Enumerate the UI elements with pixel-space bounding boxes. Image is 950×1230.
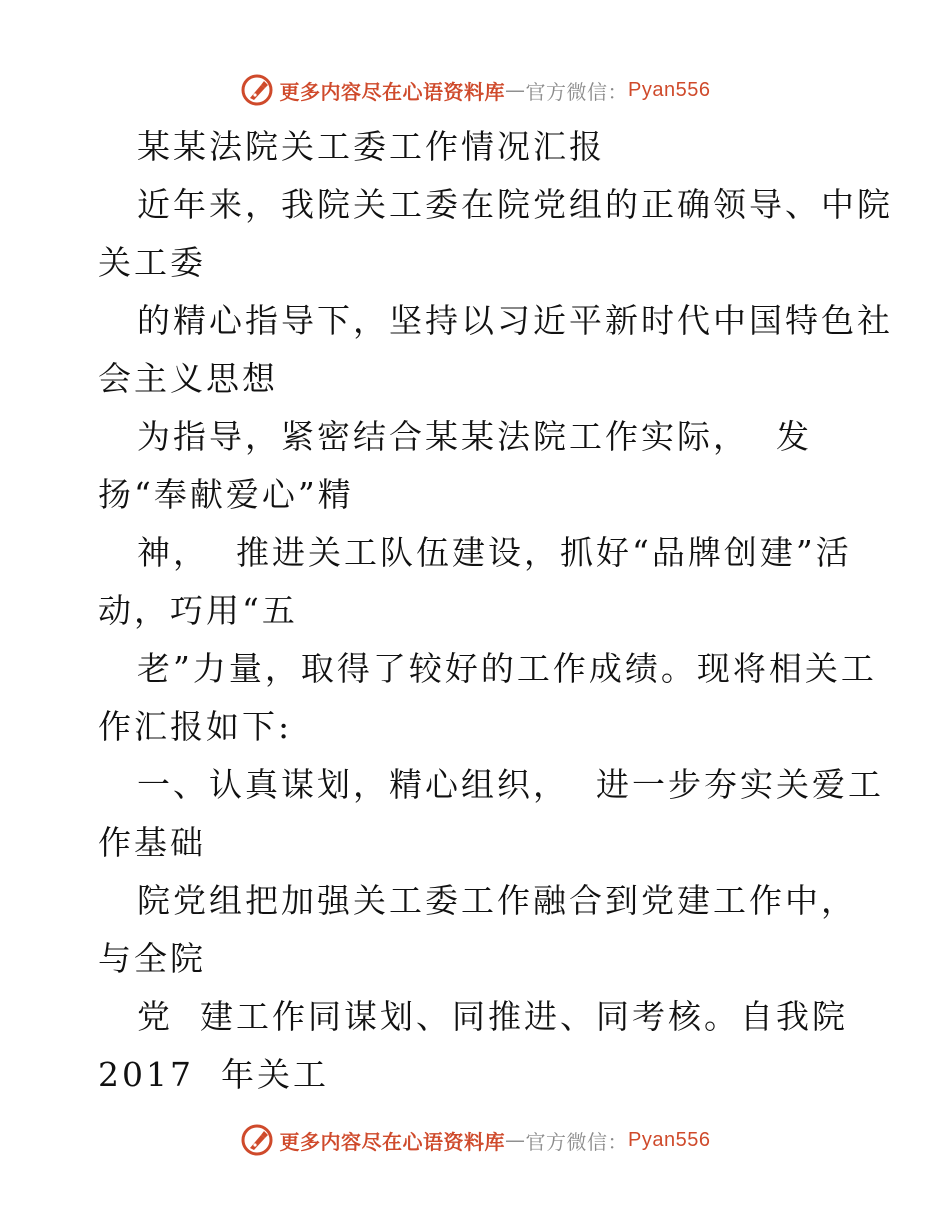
footer-watermark: [0, 1120, 950, 1160]
pen-nib-logo-icon: [240, 1123, 274, 1157]
pen-nib-logo-icon: [240, 73, 274, 107]
paragraph-line: 作汇报如下:: [98, 707, 293, 746]
header-watermark: [0, 70, 950, 110]
paragraph-line: 扬“奉献爱心”精: [98, 475, 354, 514]
watermark-id: Pyan556: [628, 78, 711, 101]
paragraph-line: 近年来，我院关工委在院党组的正确领导、中院: [137, 185, 893, 224]
watermark-label: 官方微信：: [525, 79, 629, 104]
paragraph-line: 关工委: [98, 243, 206, 282]
paragraph-line: 神， 推进关工队伍建设，抓好“品牌创建”活: [137, 533, 852, 572]
section-heading: 一、认真谋划，精心组织， 进一步夯实关爱工: [137, 765, 884, 804]
watermark-brand: 更多内容尽在心语资料库: [279, 1129, 506, 1154]
watermark-id: Pyan556: [628, 1128, 711, 1151]
document-title: 某某法院关工委工作情况汇报: [137, 127, 605, 166]
watermark-brand: 更多内容尽在心语资料库: [279, 79, 506, 104]
paragraph-line: 院党组把加强关工委工作融合到党建工作中，: [137, 881, 857, 920]
paragraph-line: 会主义思想: [98, 359, 278, 398]
watermark-label: 官方微信：: [525, 1129, 629, 1154]
watermark-dash: —: [505, 78, 526, 102]
paragraph-line: 动，巧用“五: [98, 591, 298, 630]
paragraph-line: 老”力量，取得了较好的工作成绩。现将相关工: [137, 649, 877, 688]
paragraph-line: 与全院: [98, 939, 206, 978]
watermark-dash: —: [505, 1128, 526, 1152]
paragraph-line: 2017 年关工: [98, 1055, 329, 1094]
section-heading: 作基础: [98, 823, 206, 862]
paragraph-line: 的精心指导下，坚持以习近平新时代中国特色社: [137, 301, 893, 340]
paragraph-line: 党 建工作同谋划、同推进、同考核。自我院: [137, 997, 848, 1036]
paragraph-line: 为指导，紧密结合某某法院工作实际， 发: [137, 417, 812, 456]
